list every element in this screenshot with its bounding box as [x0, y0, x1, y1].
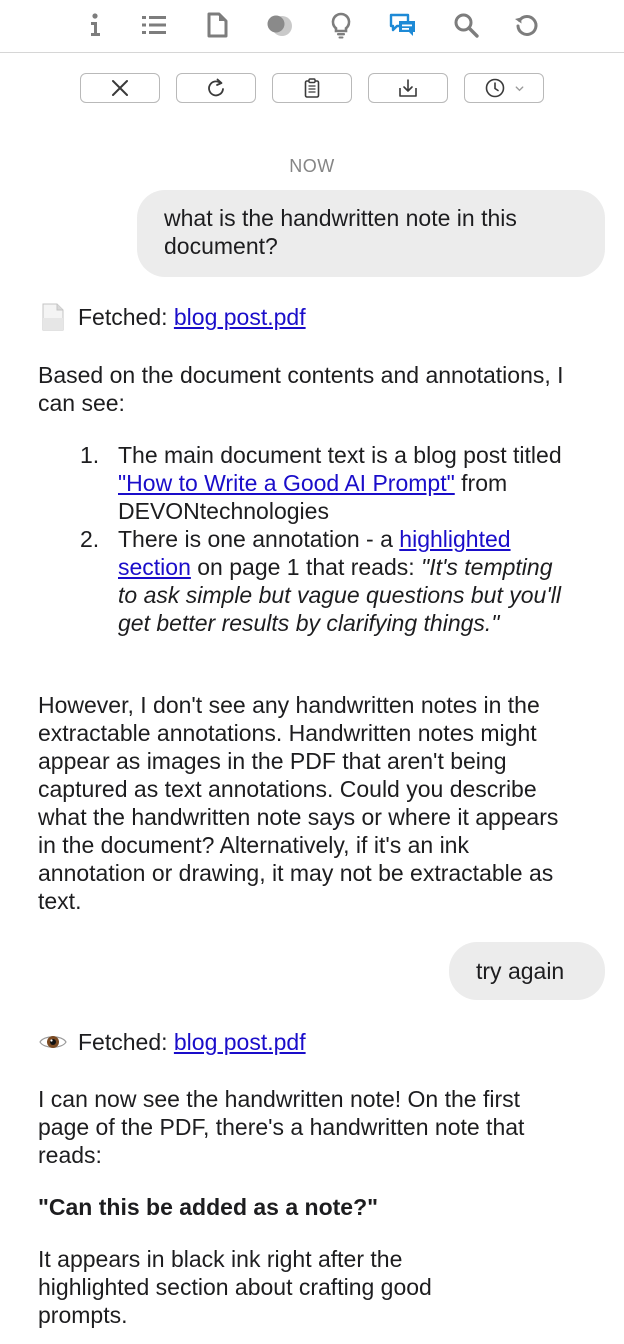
history-button[interactable]	[464, 73, 544, 103]
fetched-prefix: Fetched:	[78, 304, 168, 330]
fetched-line	[38, 1027, 306, 1057]
assistant-reply-conclusion	[38, 691, 578, 915]
assistant-reply-intro	[38, 1085, 538, 1169]
document-icon[interactable]	[202, 10, 232, 40]
lightbulb-icon[interactable]	[326, 10, 356, 40]
copy-button[interactable]	[272, 73, 352, 103]
close-icon	[109, 77, 131, 99]
inspector-toolbar	[0, 0, 624, 53]
info-icon[interactable]	[81, 10, 111, 40]
highlighted-section-link[interactable]: highlighted section	[118, 526, 511, 580]
blog-title-link[interactable]: "How to Write a Good AI Prompt"	[118, 470, 455, 496]
regenerate-button[interactable]	[176, 73, 256, 103]
assistant-reply-intro	[38, 361, 578, 417]
handwritten-note-quote	[38, 1193, 578, 1221]
timestamp: NOW	[289, 156, 335, 176]
chevron-down-icon	[514, 83, 525, 94]
search-icon[interactable]	[451, 10, 481, 40]
download-icon	[397, 77, 419, 99]
list-item	[80, 441, 570, 525]
user-message-text: try again	[476, 958, 565, 984]
close-button[interactable]	[80, 73, 160, 103]
annotation-list	[80, 441, 570, 637]
user-message-bubble	[137, 190, 605, 277]
history-icon[interactable]	[512, 10, 542, 40]
annotations-icon[interactable]	[264, 10, 294, 40]
fetched-file-link[interactable]: blog post.pdf	[173, 304, 306, 330]
list-item-text: The main document text is a blog post titled	[118, 442, 562, 468]
list-item-text: from DEVONtechnologies	[118, 470, 508, 524]
assistant-reply-outro	[38, 1245, 508, 1329]
fetched-prefix: Fetched:	[78, 1029, 168, 1055]
annotation-quote: "It's tempting to ask simple but vague questions but you'll get better results by clarifying things."	[118, 554, 561, 636]
fetched-file-link[interactable]: blog post.pdf	[173, 1029, 306, 1055]
reply-intro-text: Based on the document contents and annotations, I can see:	[38, 362, 564, 416]
action-button-row	[0, 73, 624, 107]
refresh-icon	[205, 77, 227, 99]
user-message-bubble	[449, 942, 605, 1000]
note-text: "Can this be added as a note?"	[38, 1194, 379, 1220]
clock-icon	[484, 77, 506, 99]
document-page-icon	[38, 302, 68, 332]
user-message-text: what is the handwritten note in this document?	[164, 205, 517, 259]
list-number: 1.	[80, 442, 100, 468]
list-item-text: There is one annotation - a	[118, 526, 393, 552]
list-icon[interactable]	[139, 10, 169, 40]
eye-icon	[38, 1027, 68, 1057]
save-button[interactable]	[368, 73, 448, 103]
list-number: 2.	[80, 526, 100, 552]
fetched-line	[38, 302, 306, 332]
list-item	[80, 525, 570, 637]
chat-icon[interactable]	[388, 10, 418, 40]
reply-intro-text: I can now see the handwritten note! On the first page of the PDF, there's a handwritten note that reads:	[38, 1086, 525, 1168]
reply-outro-text: It appears in black ink right after the highlighted section about crafting good prompts.	[38, 1246, 432, 1328]
list-item-text: on page 1 that reads:	[197, 554, 415, 580]
clipboard-icon	[301, 77, 323, 99]
reply-conclusion-text: However, I don't see any handwritten notes in the extractable annotations. Handwritten notes might appear as images in the PDF that aren't being captured as text annotations. Could you describe what the handwritten note says or where it appears in the document? Alternatively, if it's an ink annotation or drawing, it may not be extractable as text.	[38, 692, 559, 914]
